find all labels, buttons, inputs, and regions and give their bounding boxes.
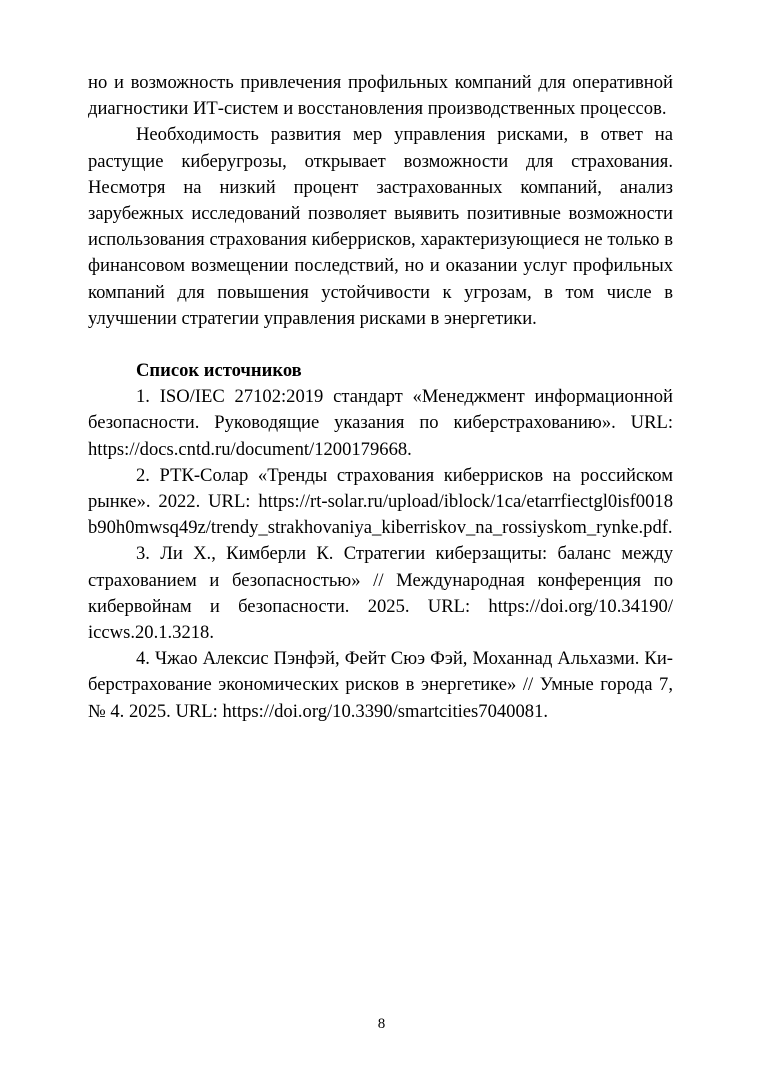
paragraph-insurance-opportunities: Необходимость развития мер управления рисками, в ответ на растущие киберугрозы, открывает возможности для страхования. Несмотря на низкий процент застрахованных компаний, анализ зарубежных исследований позволяет выявить позитивные возможности использования страхования киберрисков, характеризующиеся не только в финансовом возмещении последствий, но и оказании услуг профильных компаний для повышения устойчивости к угрозам, в том числе в улучшении стратегии управления рисками в энергетики. [88, 124, 673, 329]
reference-item-2: 2. РТК-Солар «Тренды страхования киберрисков на российском рынке». 2022. URL: https://rt-solar.ru/upload/iblock/1ca/etarrfiectgl0isf0018 b90h0mwsq49z/trendy_strakhovaniya_kiberriskov_na_rossiyskom_rynke.pdf. [88, 464, 673, 539]
reference-item-1: 1. ISO/IEC 27102:2019 стандарт «Менеджмент информационной безопасности. Руководящие указания по киберстрахованию». URL: https://docs.cntd.ru/document/1200179668. [88, 386, 673, 460]
reference-item-4: 4. Чжао Алексис Пэнфэй, Фейт Сюэ Фэй, Моханнад Альхазми. Киберстрахование экономических рисков в энергетике» // Умные города 7, № 4. 2025. URL: https://doi.org/10.3390/smartcities7040081. [88, 648, 673, 722]
paragraph-continuation: но и возможность привлечения профильных компаний для оперативной диагностики ИТ-систем и восстановления производственных процессов. [88, 72, 673, 120]
references-heading: Список источников [136, 360, 302, 382]
page-number: 8 [377, 1016, 386, 1032]
reference-item-3: 3. Ли Х., Кимберли К. Стратегии киберзащиты: баланс между страхованием и безопасностью» // Международная конференция по кибервойнам и безопасности. 2025. URL: https://doi.org/10.34190/ iccws.20.1.3218. [88, 543, 673, 644]
page-body [88, 70, 673, 725]
